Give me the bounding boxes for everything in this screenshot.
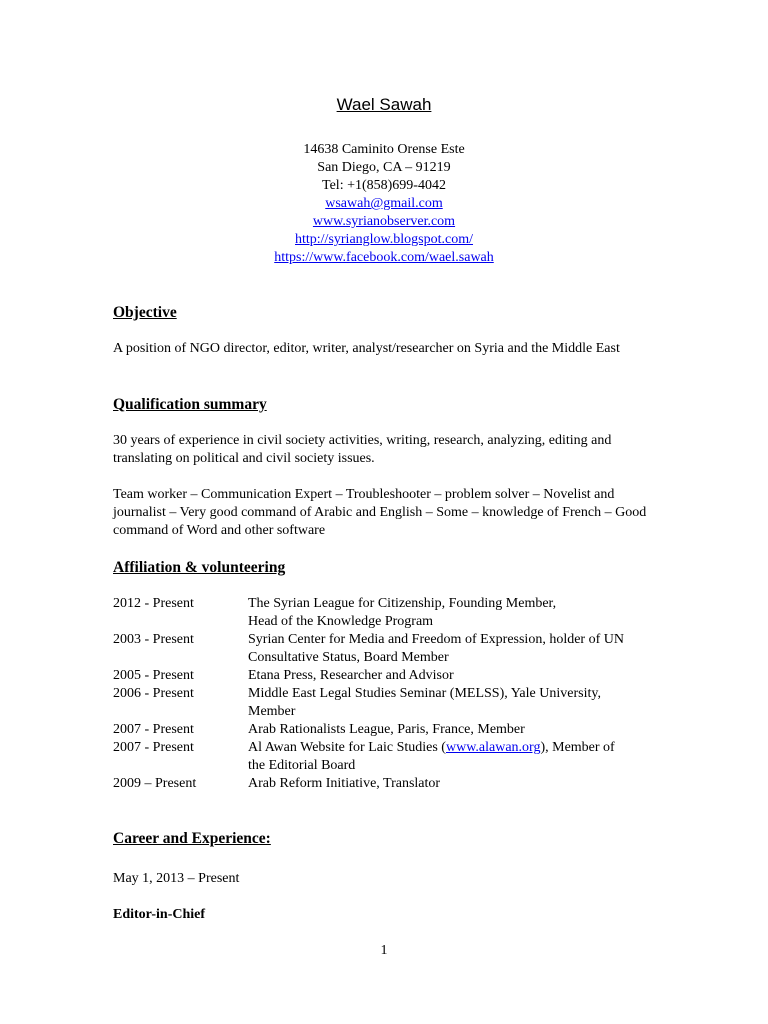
affiliation-row [113, 721, 663, 739]
affiliation-date: 2006 - Present [113, 686, 194, 701]
affiliation-row [113, 667, 663, 685]
affiliation-line: the Editorial Board [248, 758, 356, 773]
qualification-text [113, 432, 658, 468]
affiliation-description [248, 775, 663, 793]
affiliation-line: Head of the Knowledge Program [248, 614, 434, 629]
affiliation-date: 2009 – Present [113, 776, 197, 791]
affiliation-row [113, 739, 663, 775]
website-link-syrianobserver[interactable]: www.syrianobserver.com [312, 214, 456, 229]
qualification-paragraph-2: Team worker – Communication Expert – Troubleshooter – problem solver – Novelist and journalist – Very good command of Arabic and English – Some – knowledge of French – Good command of Word and other software [113, 487, 647, 538]
page-number: 1 [380, 943, 388, 958]
affiliation-line [248, 739, 663, 757]
affiliation-line: Middle East Legal Studies Seminar (MELSS), Yale University, [248, 686, 601, 701]
affiliation-line: Consultative Status, Board Member [248, 650, 449, 665]
affiliation-list [113, 595, 663, 793]
career-heading: Career and Experience: [113, 830, 271, 847]
affiliation-line: Syrian Center for Media and Freedom of Expression, holder of UN [248, 632, 624, 647]
address-line-2: San Diego, CA – 91219 [317, 160, 451, 175]
career-date: May 1, 2013 – Present [113, 871, 240, 886]
affiliation-description [248, 595, 663, 631]
qualification-paragraph-1: 30 years of experience in civil society activities, writing, research, analyzing, editing and translating on political and civil society issues. [113, 433, 612, 466]
affiliation-date: 2005 - Present [113, 668, 194, 683]
affiliation-description [248, 739, 663, 775]
website-link-blogspot[interactable]: http://syrianglow.blogspot.com/ [295, 232, 473, 247]
affiliation-date: 2012 - Present [113, 596, 194, 611]
career-title: Editor-in-Chief [113, 907, 206, 922]
affiliation-line: Etana Press, Researcher and Advisor [248, 668, 454, 683]
affiliation-line: Arab Reform Initiative, Translator [248, 776, 441, 791]
affiliation-date: 2003 - Present [113, 632, 194, 647]
affiliation-description [248, 667, 663, 685]
affiliation-text: ), Member of [540, 740, 615, 755]
alawan-link[interactable]: www.alawan.org [445, 740, 541, 755]
affiliation-line: Member [248, 704, 296, 719]
affiliation-heading: Affiliation & volunteering [113, 559, 286, 576]
affiliation-row [113, 685, 663, 721]
affiliation-row [113, 631, 663, 667]
resume-name: Wael Sawah [336, 95, 432, 114]
affiliation-description [248, 685, 663, 721]
skills-text [113, 486, 658, 540]
affiliation-row [113, 775, 663, 793]
address-line-1: 14638 Caminito Orense Este [303, 142, 465, 157]
contact-block [0, 141, 768, 267]
affiliation-line: The Syrian League for Citizenship, Founding Member, [248, 596, 557, 611]
email-link[interactable]: wsawah@gmail.com [325, 196, 443, 211]
objective-text [113, 340, 658, 358]
telephone: Tel: +1(858)699-4042 [322, 178, 446, 193]
affiliation-line: Arab Rationalists League, Paris, France, Member [248, 722, 525, 737]
affiliation-text: Al Awan Website for Laic Studies ( [248, 740, 446, 755]
objective-paragraph: A position of NGO director, editor, writer, analyst/researcher on Syria and the Middle East [113, 341, 620, 356]
affiliation-date: 2007 - Present [113, 740, 194, 755]
website-link-facebook[interactable]: https://www.facebook.com/wael.sawah [274, 250, 494, 265]
qualification-heading: Qualification summary [113, 396, 267, 413]
affiliation-date: 2007 - Present [113, 722, 194, 737]
objective-heading: Objective [113, 304, 177, 321]
affiliation-description [248, 631, 663, 667]
affiliation-row [113, 595, 663, 631]
affiliation-description [248, 721, 663, 739]
